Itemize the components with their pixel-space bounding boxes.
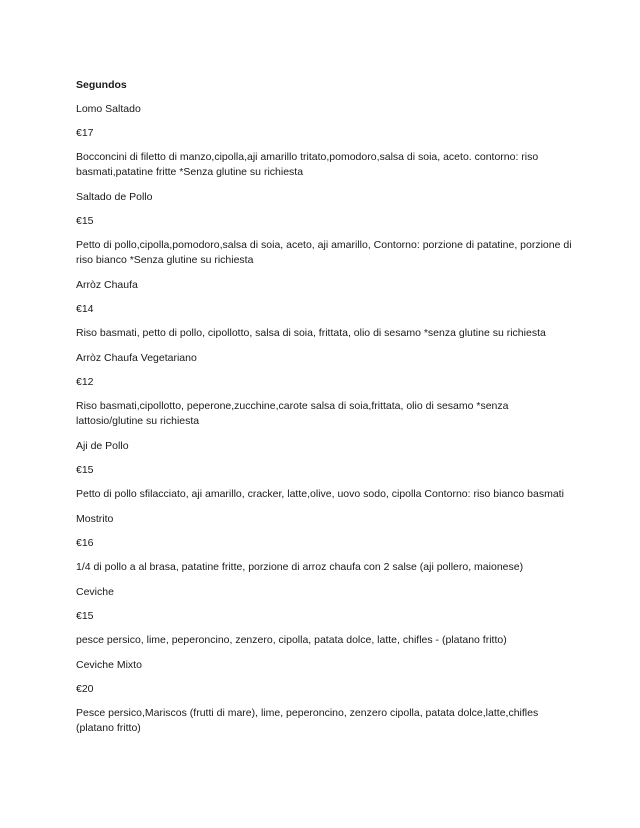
menu-item-price: €12 [76,376,94,388]
menu-item-name: Saltado de Pollo [76,191,153,203]
menu-item-description: Riso basmati,cipollotto, peperone,zucchine,carote salsa di soia,frittata, olio di sesamo *senza lattosio/glutine su richiesta [76,400,509,427]
menu-item-name: Arròz Chaufa [76,279,138,291]
menu-items [76,102,576,736]
menu-document [76,78,576,746]
menu-item-price: €16 [76,537,94,549]
menu-item-price: €15 [76,464,94,476]
menu-item-price: €15 [76,215,94,227]
section-title: Segundos [76,79,127,91]
menu-item-description: Petto di pollo,cipolla,pomodoro,salsa di soia, aceto, aji amarillo, Contorno: porzione di patatine, porzione di riso bianco *Senza glutine su richiesta [76,239,572,266]
menu-item-name: Mostrito [76,513,114,525]
menu-item-name: Ceviche Mixto [76,659,142,671]
menu-item-description: Bocconcini di filetto di manzo,cipolla,aji amarillo tritato,pomodoro,salsa di soia, aceto. contorno: riso basmati,patatine fritte *Senza glutine su richiesta [76,151,539,178]
menu-item-name: Arròz Chaufa Vegetariano [76,352,197,364]
menu-item-price: €15 [76,610,94,622]
menu-item-name: Aji de Pollo [76,440,129,452]
menu-item-price: €17 [76,127,94,139]
menu-item-description: 1/4 di pollo a al brasa, patatine fritte, porzione di arroz chaufa con 2 salse (aji pollero, maionese) [76,561,524,573]
menu-item-description: pesce persico, lime, peperoncino, zenzero, cipolla, patata dolce, latte, chifles - (platano fritto) [76,634,507,646]
menu-item-description: Riso basmati, petto di pollo, cipollotto, salsa di soia, frittata, olio di sesamo *senza glutine su richiesta [76,327,546,339]
menu-item-price: €14 [76,303,94,315]
menu-item-name: Lomo Saltado [76,103,141,115]
menu-item-name: Ceviche [76,586,114,598]
menu-item-price: €20 [76,683,94,695]
menu-item-description: Petto di pollo sfilacciato, aji amarillo, cracker, latte,olive, uovo sodo, cipolla Contorno: riso bianco basmati [76,488,564,500]
menu-item-description: Pesce persico,Mariscos (frutti di mare), lime, peperoncino, zenzero cipolla, patata dolce,latte,chifles (platano fritto) [76,707,539,734]
